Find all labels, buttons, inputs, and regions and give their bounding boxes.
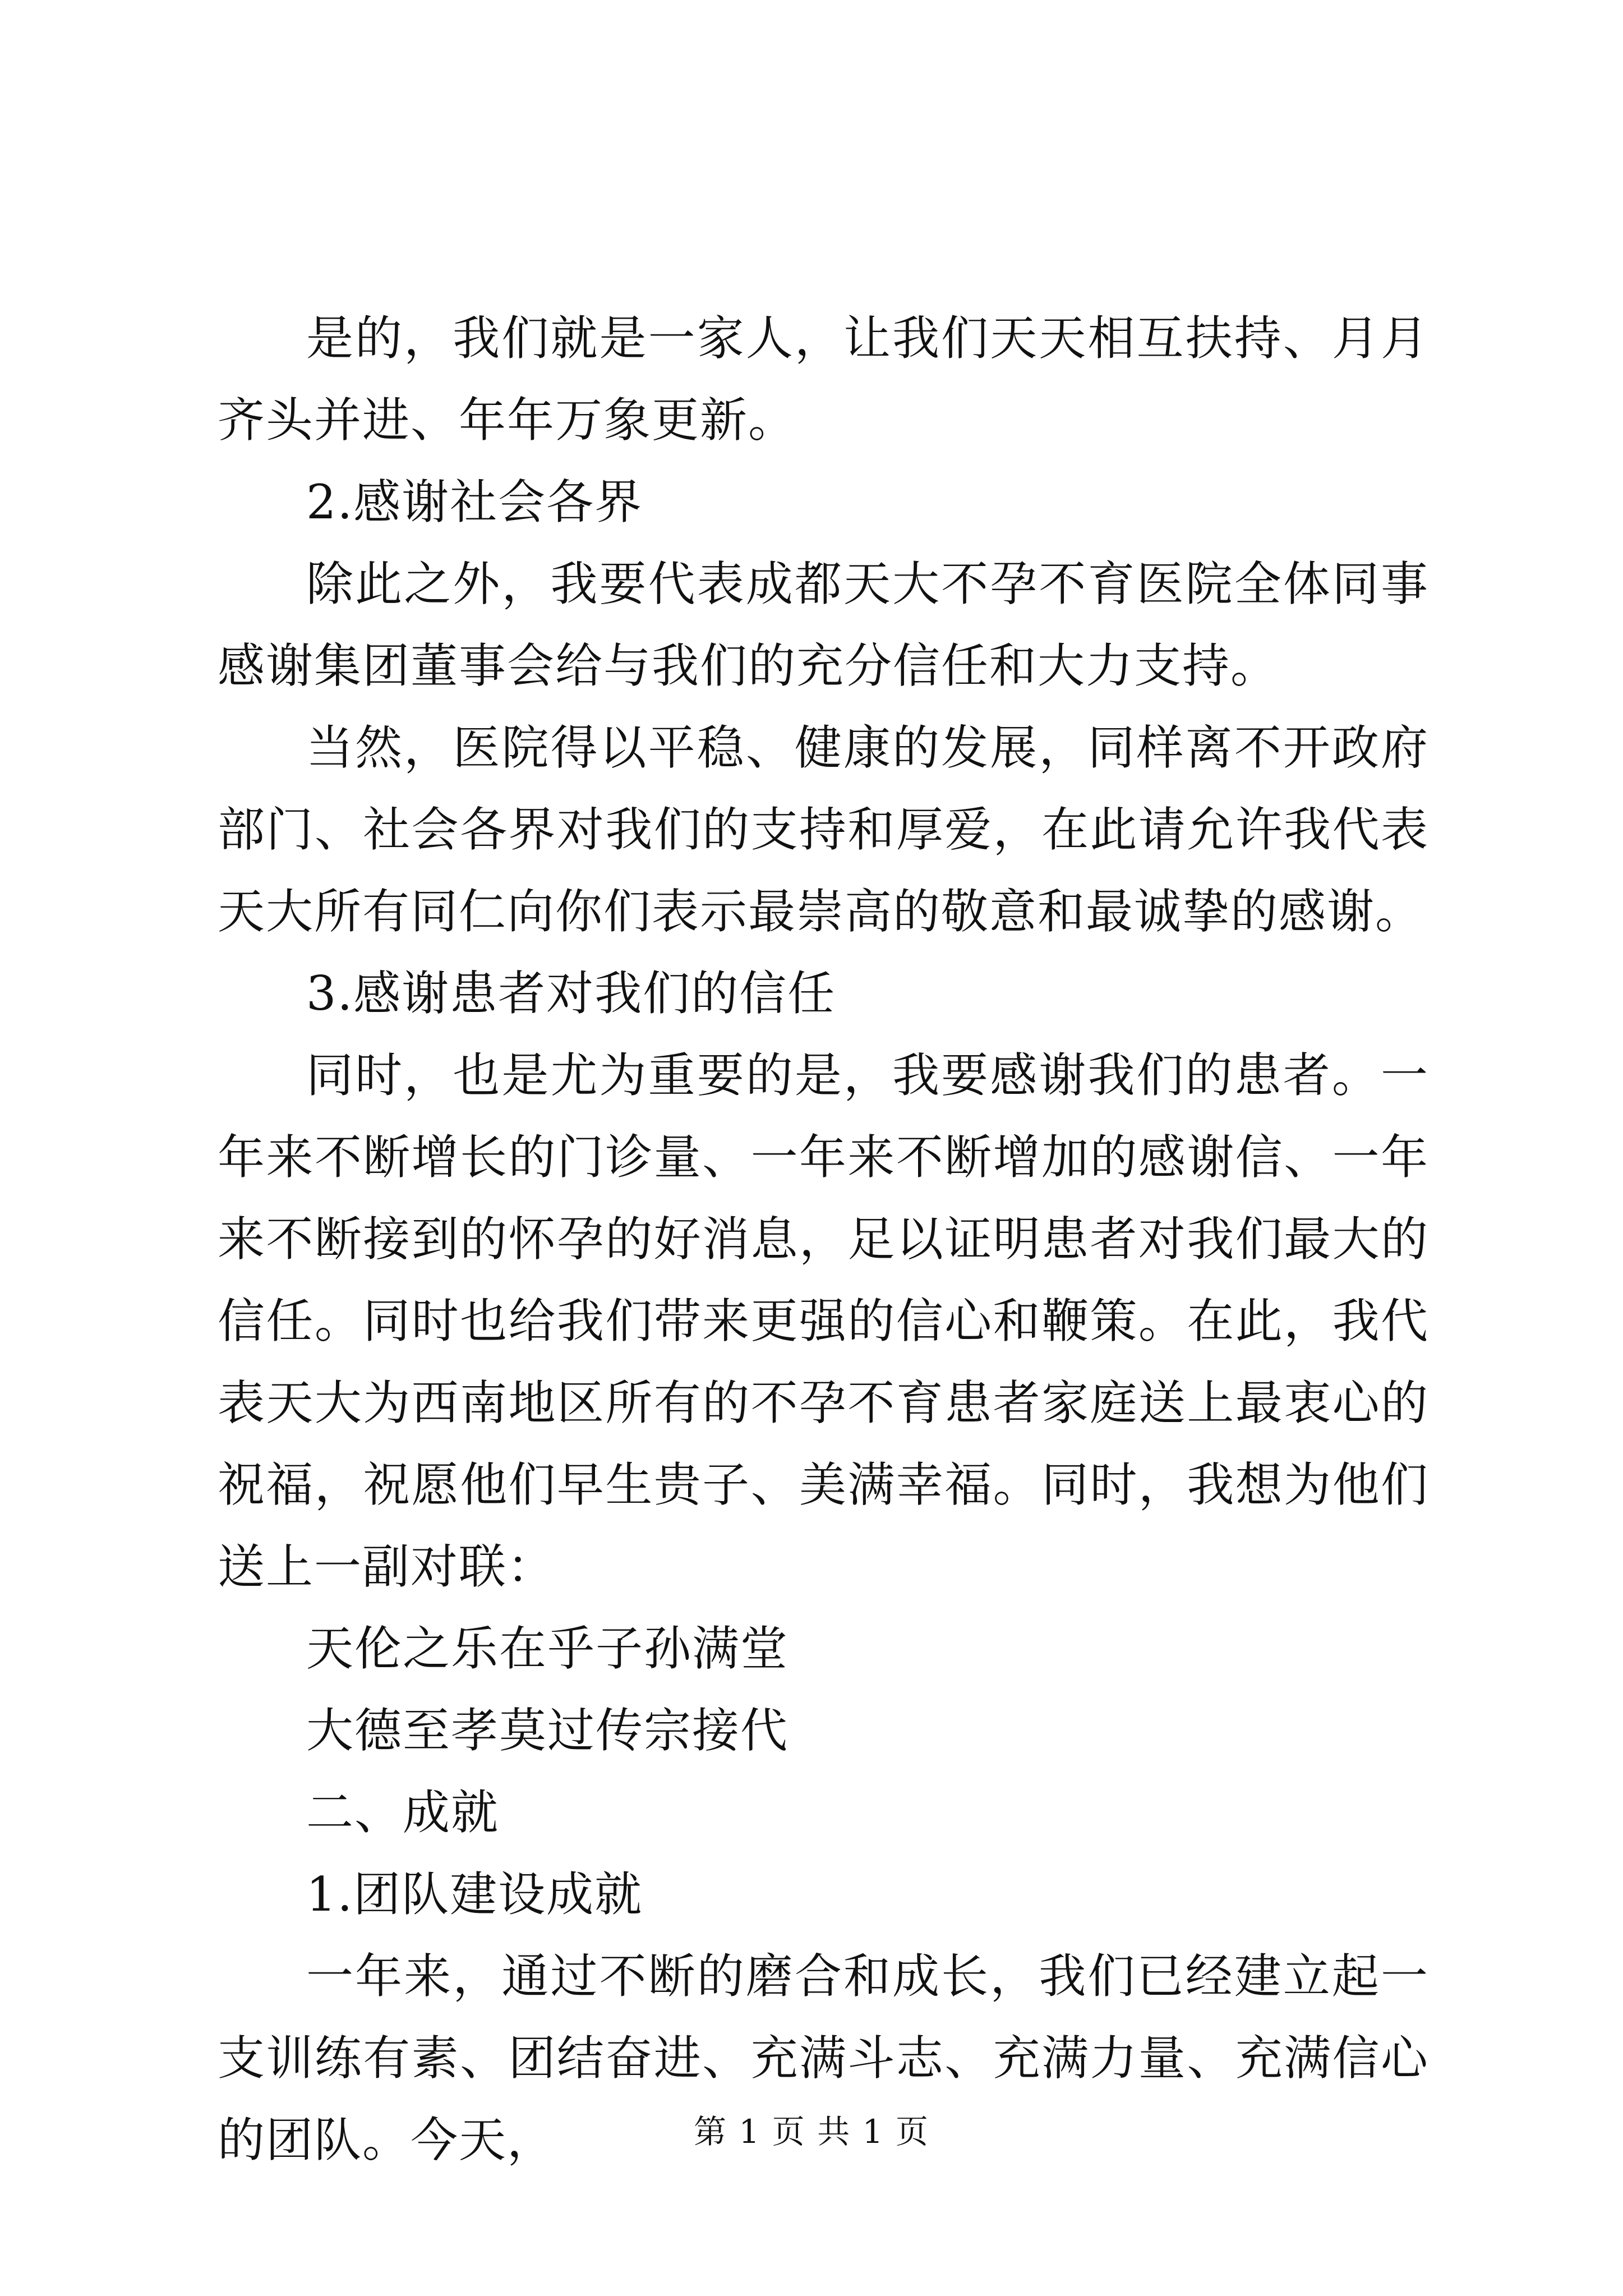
- paragraph-thanks-patients: 同时，也是尤为重要的是，我要感谢我们的患者。一年来不断增长的门诊量、一年来不断增加的感谢信、一年来不断接到的怀孕的好消息，足以证明患者对我们最大的信任。同时也给我们带来更强的信心和鞭策。在此，我代表天大为西南地区所有的不孕不育患者家庭送上最衷心的祝福，祝愿他们早生贵子、美满幸福。同时，我想为他们送上一副对联：: [218, 1048, 1429, 1594]
- heading-thanks-society: 2.感谢社会各界: [306, 475, 643, 530]
- paragraph-team-building: 一年来，通过不断的磨合和成长，我们已经建立起一支训练有素、团结奋进、充满斗志、充满力量、充满信心的团队。今天，: [218, 1949, 1429, 2168]
- heading-thanks-patients: 3.感谢患者对我们的信任: [306, 966, 836, 1021]
- page-number-label: 第 1 页 共 1 页: [694, 2113, 929, 2151]
- paragraph-thanks-government: 当然，医院得以平稳、健康的发展，同样离不开政府部门、社会各界对我们的支持和厚爱，在此请允许我代表天大所有同仁向你们表示最崇高的敬意和最诚挚的感谢。: [218, 720, 1429, 939]
- couplet-line-1: 天伦之乐在乎子孙满堂: [306, 1621, 789, 1676]
- couplet-line-2: 大德至孝莫过传宗接代: [306, 1703, 789, 1758]
- paragraph-family: 是的，我们就是一家人，让我们天天相互扶持、月月齐头并进、年年万象更新。: [218, 311, 1429, 448]
- heading-team-building: 1.团队建设成就: [306, 1867, 643, 1922]
- paragraph-thanks-board: 除此之外，我要代表成都天大不孕不育医院全体同事感谢集团董事会给与我们的充分信任和大力支持。: [218, 556, 1429, 693]
- page-footer: [0, 2109, 1623, 2154]
- heading-achievements: 二、成就: [306, 1785, 500, 1840]
- document-body: [218, 297, 1429, 2181]
